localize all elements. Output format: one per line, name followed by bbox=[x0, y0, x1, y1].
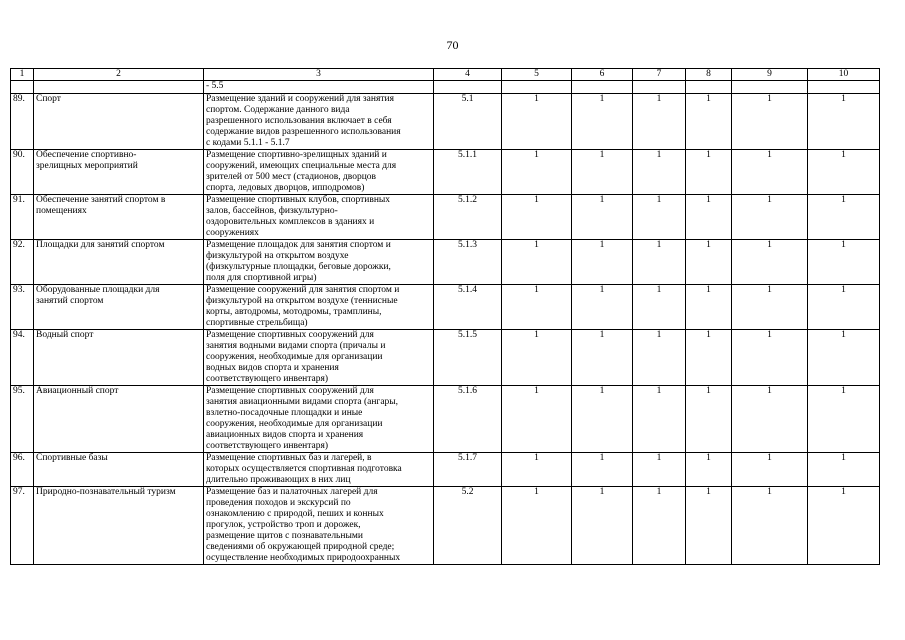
col-header-7: 7 bbox=[633, 69, 686, 81]
zone-value: 1 bbox=[572, 285, 633, 330]
use-code: 5.1.6 bbox=[434, 386, 502, 453]
table-row bbox=[11, 240, 880, 285]
use-name: Авиационный спорт bbox=[34, 386, 204, 453]
row-number: 93. bbox=[11, 285, 34, 330]
use-name: Спортивные базы bbox=[34, 453, 204, 487]
use-code: 5.1.1 bbox=[434, 150, 502, 195]
zone-value: 1 bbox=[633, 240, 686, 285]
zone-value: 1 bbox=[572, 453, 633, 487]
use-description: Размещение сооружений для занятия спортом и физкультурой на открытом воздухе (теннисные корты, автодромы, мотодромы, трамплины, спортивные стрельбища) bbox=[204, 285, 434, 330]
zone-value: 1 bbox=[633, 330, 686, 386]
use-name: Обеспечение занятий спортом в помещениях bbox=[34, 195, 204, 240]
zone-value: 1 bbox=[686, 195, 732, 240]
zone-value: 1 bbox=[732, 487, 808, 565]
use-code: 5.1 bbox=[434, 94, 502, 150]
zone-value: 1 bbox=[502, 453, 572, 487]
use-code: 5.1.7 bbox=[434, 453, 502, 487]
use-name: Площадки для занятий спортом bbox=[34, 240, 204, 285]
zone-value: 1 bbox=[732, 195, 808, 240]
use-code: 5.2 bbox=[434, 487, 502, 565]
zone-value: 1 bbox=[686, 330, 732, 386]
use-description: Размещение зданий и сооружений для занятия спортом. Содержание данного вида разрешенного использования включает в себя содержание видов разрешенного использования с кодами 5.1.1 - 5.1.7 bbox=[204, 94, 434, 150]
zone-value: 1 bbox=[686, 386, 732, 453]
use-description: Размещение спортивных сооружений для занятия авиационными видами спорта (ангары, взлетно-посадочные площадки и иные сооружения, необходимые для организации авиационных видов спорта и хранения соответствующего инвентаря) bbox=[204, 386, 434, 453]
land-use-table bbox=[10, 68, 880, 565]
zone-value: 1 bbox=[502, 150, 572, 195]
use-name: Оборудованные площадки для занятий спортом bbox=[34, 285, 204, 330]
use-name: Обеспечение спортивно- зрелищных мероприятий bbox=[34, 150, 204, 195]
zone-value: 1 bbox=[808, 285, 880, 330]
table-row bbox=[11, 150, 880, 195]
col-header-5: 5 bbox=[502, 69, 572, 81]
use-name: Природно-познавательный туризм bbox=[34, 487, 204, 565]
zone-value: 1 bbox=[686, 150, 732, 195]
zone-value: 1 bbox=[732, 453, 808, 487]
zone-value: 1 bbox=[572, 330, 633, 386]
row-number: 90. bbox=[11, 150, 34, 195]
zone-value: 1 bbox=[808, 195, 880, 240]
zone-value: 1 bbox=[808, 453, 880, 487]
zone-value: 1 bbox=[633, 386, 686, 453]
zone-value: 1 bbox=[572, 94, 633, 150]
table-row bbox=[11, 487, 880, 565]
table-row bbox=[11, 386, 880, 453]
zone-value: 1 bbox=[808, 94, 880, 150]
col-header-9: 9 bbox=[732, 69, 808, 81]
col-header-8: 8 bbox=[686, 69, 732, 81]
zone-value: 1 bbox=[633, 195, 686, 240]
use-description: Размещение спортивных баз и лагерей, в которых осуществляется спортивная подготовка длительно проживающих в них лиц bbox=[204, 453, 434, 487]
zone-value: 1 bbox=[808, 240, 880, 285]
table-row bbox=[11, 195, 880, 240]
zone-value: 1 bbox=[732, 386, 808, 453]
use-name: Водный спорт bbox=[34, 330, 204, 386]
table-row bbox=[11, 330, 880, 386]
zone-value: 1 bbox=[502, 487, 572, 565]
zone-value: 1 bbox=[502, 240, 572, 285]
zone-value: 1 bbox=[686, 285, 732, 330]
use-description: Размещение площадок для занятия спортом и физкультурой на открытом воздухе (физкультурные площадки, беговые дорожки, поля для спортивной игры) bbox=[204, 240, 434, 285]
zone-value: 1 bbox=[808, 487, 880, 565]
use-code: 5.1.2 bbox=[434, 195, 502, 240]
use-description: Размещение спортивных клубов, спортивных залов, бассейнов, физкультурно- оздоровительных комплексов в зданиях и сооружениях bbox=[204, 195, 434, 240]
col-header-6: 6 bbox=[572, 69, 633, 81]
zone-value: 1 bbox=[502, 94, 572, 150]
col-header-4: 4 bbox=[434, 69, 502, 81]
zone-value: 1 bbox=[633, 94, 686, 150]
col-header-2: 2 bbox=[34, 69, 204, 81]
zone-value: 1 bbox=[572, 195, 633, 240]
zone-value: 1 bbox=[502, 285, 572, 330]
col-header-3: 3 bbox=[204, 69, 434, 81]
zone-value: 1 bbox=[633, 285, 686, 330]
col-header-1: 1 bbox=[11, 69, 34, 81]
page-number: 70 bbox=[446, 38, 459, 52]
zone-value: 1 bbox=[686, 94, 732, 150]
use-code: 5.1.5 bbox=[434, 330, 502, 386]
use-code: 5.1.4 bbox=[434, 285, 502, 330]
col-header-10: 10 bbox=[808, 69, 880, 81]
zone-value: 1 bbox=[686, 487, 732, 565]
row-number: 91. bbox=[11, 195, 34, 240]
zone-value: 1 bbox=[732, 240, 808, 285]
table-row bbox=[11, 453, 880, 487]
continuation-row bbox=[11, 81, 880, 94]
zone-value: 1 bbox=[808, 150, 880, 195]
table-body bbox=[11, 69, 880, 565]
zone-value: 1 bbox=[502, 386, 572, 453]
zone-value: 1 bbox=[808, 330, 880, 386]
table-row bbox=[11, 94, 880, 150]
zone-value: 1 bbox=[732, 330, 808, 386]
column-number-row bbox=[11, 69, 880, 81]
row-number: 89. bbox=[11, 94, 34, 150]
continuation-text: - 5.5 bbox=[204, 81, 434, 94]
row-number: 92. bbox=[11, 240, 34, 285]
table-row bbox=[11, 285, 880, 330]
zone-value: 1 bbox=[633, 453, 686, 487]
row-number: 95. bbox=[11, 386, 34, 453]
zone-value: 1 bbox=[572, 487, 633, 565]
zone-value: 1 bbox=[502, 330, 572, 386]
row-number: 97. bbox=[11, 487, 34, 565]
zone-value: 1 bbox=[572, 150, 633, 195]
zone-value: 1 bbox=[502, 195, 572, 240]
zone-value: 1 bbox=[633, 150, 686, 195]
zone-value: 1 bbox=[686, 240, 732, 285]
use-description: Размещение баз и палаточных лагерей для проведения походов и экскурсий по ознакомлению с природой, пеших и конных прогулок, устройство троп и дорожек, размещение щитов с познавательными сведениями об окружающей природной среде; осуществление необходимых природоохранных bbox=[204, 487, 434, 565]
zone-value: 1 bbox=[732, 285, 808, 330]
zone-value: 1 bbox=[808, 386, 880, 453]
use-code: 5.1.3 bbox=[434, 240, 502, 285]
zone-value: 1 bbox=[572, 240, 633, 285]
zone-value: 1 bbox=[686, 453, 732, 487]
use-description: Размещение спортивно-зрелищных зданий и сооружений, имеющих специальные места для зрителей от 500 мест (стадионов, дворцов спорта, ледовых дворцов, ипподромов) bbox=[204, 150, 434, 195]
row-number: 94. bbox=[11, 330, 34, 386]
zone-value: 1 bbox=[732, 150, 808, 195]
zone-value: 1 bbox=[572, 386, 633, 453]
zone-value: 1 bbox=[732, 94, 808, 150]
use-description: Размещение спортивных сооружений для занятия водными видами спорта (причалы и сооружения, необходимые для организации водных видов спорта и хранения соответствующего инвентаря) bbox=[204, 330, 434, 386]
zone-value: 1 bbox=[633, 487, 686, 565]
row-number: 96. bbox=[11, 453, 34, 487]
use-name: Спорт bbox=[34, 94, 204, 150]
